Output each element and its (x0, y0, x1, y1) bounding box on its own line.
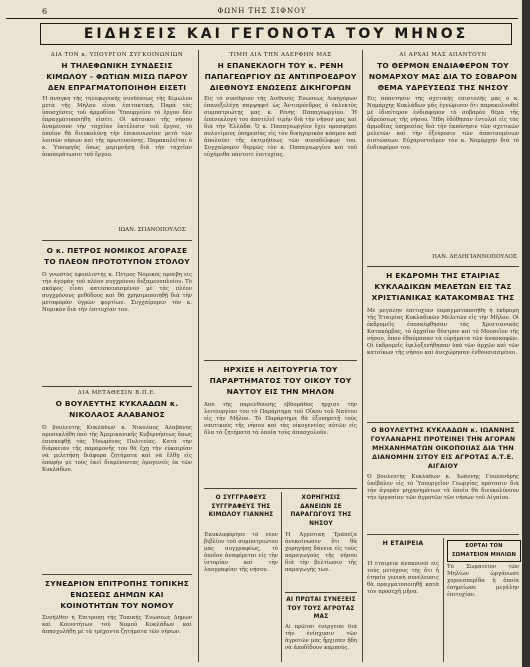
article-headline: Ο ΒΟΥΛΕΥΤΗΣ ΚΥΚΛΑΔΩΝ κ. ΙΩΑΝΝΗΣ ΓΟΥΛΑΝΔΡΗΣ ΠΡΟΤΕΙΝΕΙ ΤΗΝ ΑΓΟΡΑΝ ΜΗΧΑΝΗΜΑΤΩΝ ΟΙΚΟΠΟΙΙΑΣ ΔΙΑ ΤΗΝ ΔΙΑΝΟΜΗΝ ΣΙΤΟΥ ΕΙΣ ΑΓΡΟΤΑΣ Α.Τ.Ε. ΑΙΓΑΙΟΥ (370, 426, 516, 470)
section-banner: ΕΙΔΗΣΕΙΣ ΚΑΙ ΓΕΓΟΝΟΤΑ ΤΟΥ ΜΗΝΟΣ (40, 23, 512, 45)
page-edge (522, 0, 530, 667)
article-body: Ἡ ἀνάγκη τῆς τηλεφωνικῆς συνδέσεως τῆς Κιμώλου μετὰ τῆς Μήλου εἶναι ἐπιτακτική. Παρὰ τὰς ὑποσχέσεις τοῦ ἁρμοδίου Ὑπουργείου τὸ ἔργον δὲν ἐπραγματοποιήθη εἰσέτι. Οἱ κάτοικοι τῆς νήσου ἀναμένουν τὴν ταχεῖαν ἐκτέλεσιν τοῦ ἔργου, τὸ ὁποῖον θὰ διευκολύνῃ τὴν ἐπικοινωνίαν μετὰ τῶν λοιπῶν νήσων καὶ τῆς πρωτευούσης. Παρακαλεῖται ὁ κ. Ὑπουργὸς ὅπως μεριμνήσῃ διὰ τὴν ταχεῖαν ἀποπεράτωσιν τοῦ ἔργου. (42, 96, 192, 158)
article-divider (42, 240, 192, 241)
article-divider (367, 266, 519, 267)
article-body: Ἡ Ἀγροτικὴ Τράπεζα ἀνεκοίνωσεν ὅτι θὰ χορηγήσῃ δάνεια εἰς τοὺς παραγωγοὺς τῆς νήσου διὰ τὴν βελτίωσιν τῆς παραγωγῆς των. (285, 532, 357, 573)
article-body: Ἀπὸ τῆς παρελθούσης ἑβδομάδος ἤρχισε τὴν λειτουργίαν του τὸ Παράρτημα τοῦ Οἴκου τοῦ Ναύτου εἰς τὴν Μῆλον. Τὸ Παράρτημα θὰ ἐξυπηρετῇ τοὺς ναυτικοὺς τῆς νήσου καὶ τὰς οἰκογενείας αὐτῶν εἰς ὅλα τὰ ζητήματα τὰ ὁποῖα τοὺς ἀπασχολοῦν. (204, 402, 357, 436)
article-headline: Η ΤΗΛΕΦΩΝΙΚΗ ΣΥΝΔΕΣΙΣ ΚΙΜΩΛΟΥ - ΦΩΤΙΩΝ ΜΙΣΩ ΠΑΡΟΥ ΔΕΝ ΕΠΡΑΓΜΑΤΟΠΟΙΗΘΗ ΕΙΣΕΤΙ (46, 61, 188, 92)
article-divider (42, 574, 192, 575)
article-body: Ὁ βουλευτὴς Κυκλάδων κ. Ἰωάννης Γουλανδρὴς ὑπέβαλεν εἰς τὸ Ὑπουργεῖον Γεωργίας πρότασιν διὰ τὴν ἀγορὰν μηχανημάτων τὰ ὁποῖα θὰ διευκολύνουν τὴν ἐργασίαν τῶν ἀγροτῶν τῶν νήσων τοῦ Αἰγαίου. (367, 474, 519, 501)
article-headline: Η ΕΠΑΝΕΚΛΟΓΗ ΤΟΥ κ. ΡΕΝΗ ΠΑΠΑΓΕΩΡΓΙΟΥ ΩΣ ΑΝΤΙΠΡΟΕΔΡΟΥ ΔΙΕΘΝΟΥΣ ΕΝΩΣΕΩΣ ΔΙΚΗΓΟΡΩΝ (204, 61, 357, 92)
article-body: Εἰς τὸ συνέδριον τῆς Διεθνοῦς Ἑνώσεως Δικηγόρων ἐπανεξελέγη παμψηφεὶ ὡς Ἀντιπρόεδρος ὁ ἐκλεκτὸς συμπατριώτης μας κ. Ρένης Παπαγεωργίου. Ἡ ἐπανεκλογή του ἀποτελεῖ τιμὴν διὰ τὴν νῆσον μας καὶ διὰ τὴν Ἑλλάδα. Ὁ κ. Παπαγεωργίου ἔχει προσφέρει πολυτίμους ὑπηρεσίας εἰς τὸν δικηγορικὸν κόσμον καὶ ἀπολαύει τῆς ἐκτιμήσεως τῶν συναδέλφων του. Συγχαίρομεν θερμῶς τὸν κ. Παπαγεωργίου καὶ τοῦ εὐχόμεθα πάντοτε ἐπιτυχίας. (204, 96, 357, 158)
article-kicker: ΑΙ ΑΡΧΑΙ ΜΑΣ ΑΠΑΝΤΟΥΝ (399, 52, 487, 58)
column-rule (443, 538, 444, 662)
article-signature: ΠΑΝ. ΔΕΛΗΓΙΑΝΝΟΠΟΥΛΟΣ (432, 254, 517, 260)
article-body: Ἡ ἑταιρεία ἀνακοινοῖ εἰς τοὺς μετόχους της ὅτι ἡ ἐτησία γενικὴ συνέλευσις θὰ πραγματοποιηθῇ κατὰ τὸν προσεχῆ μῆνα. (367, 561, 439, 595)
article-kicker: ΔΙΑ ΤΟΝ κ. ΥΠΟΥΡΓΟΝ ΣΥΓΚΟΙΝΩΝΙΩΝ (50, 52, 184, 58)
article-body: Συνῆλθεν ἡ Ἐπιτροπὴ τῆς Τοπικῆς Ἑνώσεως Δήμων καὶ Κοινοτήτων τοῦ Νομοῦ Κυκλάδων καὶ ἀπησχολήθη μὲ τὰ τρέχοντα ζητήματα τῶν νήσων. (42, 615, 192, 635)
article-divider (204, 488, 357, 489)
article-headline: Η ΕΤΑΙΡΕΙΑ (382, 540, 424, 547)
article-headline: ΗΡΧΙΣΕ Η ΛΕΙΤΟΥΡΓΙΑ ΤΟΥ ΠΑΡΑΡΤΗΜΑΤΟΣ ΤΟΥ ΟΙΚΟΥ ΤΟΥ ΝΑΥΤΟΥ ΕΙΣ ΤΗΝ ΜΗΛΟΝ (209, 365, 352, 396)
article-kicker: ΤΙΜΗ ΔΙΑ ΤΗΝ ΑΔΕΡΦΗΝ ΜΑΣ (229, 52, 332, 58)
column-rule (198, 50, 199, 662)
page-header (6, 4, 518, 19)
article-body: Τὸ Σωματεῖον τῶν Μηλίων ὠργάνωσε χοροεσπερίδα ἡ ὁποία ἐσημείωσε μεγάλην ἐπιτυχίαν. (447, 564, 519, 598)
article-body: Μὲ μεγάλην ἐπιτυχίαν ἐπραγματοποιήθη ἡ ἐκδρομὴ τῆς Ἑταιρίας Κυκλαδικῶν Μελετῶν εἰς τὴν Μῆλον. Οἱ ἐκδρομεῖς ἐπεσκέφθησαν τὰς Χριστιανικὰς Κατακόμβας, τὸ ἀρχαῖον θέατρον καὶ τὸ Μουσεῖον τῆς νήσου, ὅπου ἐθαύμασαν τὰ εὑρήματα τῶν ἀνασκαφῶν. Οἱ ἐκδρομεῖς ἐφιλοξενήθησαν ὑπὸ τῶν ἀρχῶν καὶ τῶν κατοίκων τῆς νήσου καὶ ἀνεχώρησαν ἐνθουσιασμένοι. (367, 308, 519, 356)
article-headline: ΧΟΡΗΓΗΣΙΣ ΔΑΝΕΙΩΝ ΣΕ ΠΑΡΑΓΩΓΟΥΣ ΤΗΣ ΝΗΣΟΥ (290, 495, 352, 527)
article-headline: ΑΙ ΠΡΩΤΑΙ ΣΥΝΕΞΕΙΣ ΤΟΥ ΤΟΥΣ ΑΓΡΟΤΑΣ ΜΑΣ (286, 597, 356, 620)
article-headline: Ο ΒΟΥΛΕΥΤΗΣ ΚΥΚΛΑΔΩΝ κ. ΝΙΚΟΛΑΟΣ ΑΛΑΒΑΝΟΣ (55, 399, 179, 419)
article-kicker: ΔΙΑ ΜΕΤΑΘΕΣΙΝ Β.Π.Ε. (77, 390, 157, 396)
article-headline: ΕΟΡΤΑΙ ΤΟΝ ΣΩΜΑΤΕΙΟΝ ΜΗΛΙΩΝ (451, 543, 517, 558)
article-divider (367, 422, 519, 423)
article-signature: ΙΩΑΝ. ΣΠΑΝΟΠΟΥΛΟΣ (118, 227, 186, 233)
column-rule (362, 50, 363, 662)
article-divider (367, 534, 519, 535)
running-head: ΦΩΝΗ ΤΗΣ ΣΙΦΝΟΥ (217, 7, 307, 15)
article-divider (285, 592, 357, 593)
page-number: 6 (42, 7, 48, 16)
article-headline: Ο κ. ΠΕΤΡΟΣ ΝΟΜΙΚΟΣ ΑΓΟΡΑΣΕ ΤΟ ΠΛΕΟΝ ΠΡΟΤΟΤΥΠΟΝ ΣΤΟΛΟΥ (44, 246, 190, 266)
article-headline: ΤΟ ΘΕΡΜΟΝ ΕΝΔΙΑΦΕΡΟΝ ΤΟΥ ΝΟΜΑΡΧΟΥ ΜΑΣ ΔΙΑ ΤΟ ΣΟΒΑΡΟΝ ΘΕΜΑ ΥΔΡΕΥΣΕΩΣ ΤΗΣ ΝΗΣΟΥ (368, 61, 518, 92)
article-headline: Ο ΣΥΓΓΡΑΦΕΥΣ ΣΥΓΓΡΑΦΕΥΣ ΤΗΣ ΚΙΜΩΛΟΥ ΓΙΑΝΝΗΣ (208, 495, 274, 518)
article-body: Ἐκυκλοφόρησε τὸ νέον βιβλίον τοῦ συμπατριώτου μας συγγραφέως, τὸ ὁποῖον ἀναφέρεται εἰς τὴν ἱστορίαν καὶ τὴν λαογραφίαν τῆς νήσου. (204, 532, 278, 573)
article-divider (42, 386, 192, 387)
article-body: Ὁ γνωστὸς ἐφοπλιστὴς κ. Πέτρος Νομικὸς προέβη εἰς τὴν ἀγορὰν τοῦ πλέον συγχρόνου δεξαμενοπλοίου. Τὸ σκάφος εἶναι κατεσκευασμένον μὲ τὰς πλέον συγχρόνους μεθόδους καὶ θὰ χρησιμοποιηθῇ διὰ τὴν μεταφορὰν ὑγρῶν φορτίων. Συγχαίρομεν τὸν κ. Νομικὸν διὰ τὴν ἐπιτυχίαν του. (42, 272, 192, 313)
article-body: Εἰς ἀπάντησιν τῆς σχετικῆς ἐπιστολῆς μας ὁ κ. Νομάρχης Κυκλάδων μᾶς ἐγνώρισεν ὅτι παρακολουθεῖ μὲ ἰδιαίτερον ἐνδιαφέρον τὸ σοβαρὸν θέμα τῆς ὑδρεύσεως τῆς νήσου. Ἤδη ἐδόθησαν ἐντολαὶ εἰς τὰς ἁρμοδίας ὑπηρεσίας διὰ τὴν ἐκπόνησιν τῶν σχετικῶν μελετῶν καὶ τὴν ἐξεύρεσιν τῶν ἀπαιτουμένων πιστώσεων. Εὐχαριστοῦμεν τὸν κ. Νομάρχην διὰ τὸ ἐνδιαφέρον του. (367, 96, 519, 151)
column-rule (281, 492, 282, 662)
article-headline: Η ΕΚΔΡΟΜΗ ΤΗΣ ΕΤΑΙΡΙΑΣ ΚΥΚΛΑΔΙΚΩΝ ΜΕΛΕΤΩΝ ΕΙΣ ΤΑΣ ΧΡΙΣΤΙΑΝΙΚΑΣ ΚΑΤΑΚΟΜΒΑΣ ΤΗΣ (371, 271, 515, 302)
headline-box (447, 540, 521, 562)
article-body: Ὁ βουλευτὴς Κυκλάδων κ. Νικόλαος Ἀλαβάνος προσεκλήθη ὑπὸ τῆς Ἀμερικανικῆς Κυβερνήσεως ὅπως ἐπισκεφθῇ τὰς Ἡνωμένας Πολιτείας. Κατὰ τὴν διάρκειαν τῆς παραμονῆς του θὰ ἔχῃ τὴν εὐκαιρίαν νὰ μελετήσῃ διάφορα ζητήματα καὶ νὰ ἔλθῃ εἰς ἐπαφὴν μὲ τοὺς ἐκεῖ διαμένοντας ὁμογενεῖς ἐκ τῶν Κυκλάδων. (42, 425, 192, 473)
article-body: Αἱ πρῶται ἐνέργειαι διὰ τὴν ἐνίσχυσιν τῶν ἀγροτῶν μας ἤρχισαν ἤδη νὰ ἀποδίδουν καρπούς. (285, 624, 357, 651)
article-divider (204, 360, 357, 361)
article-headline: ΣΥΝΕΔΡΙΟΝ ΕΠΙΤΡΟΠΗΣ ΤΟΠΙΚΗΣ ΕΝΩΣΕΩΣ ΔΗΜΩΝ ΚΑΙ ΚΟΙΝΟΤΗΤΩΝ ΤΟΥ ΝΟΜΟΥ (45, 579, 189, 610)
